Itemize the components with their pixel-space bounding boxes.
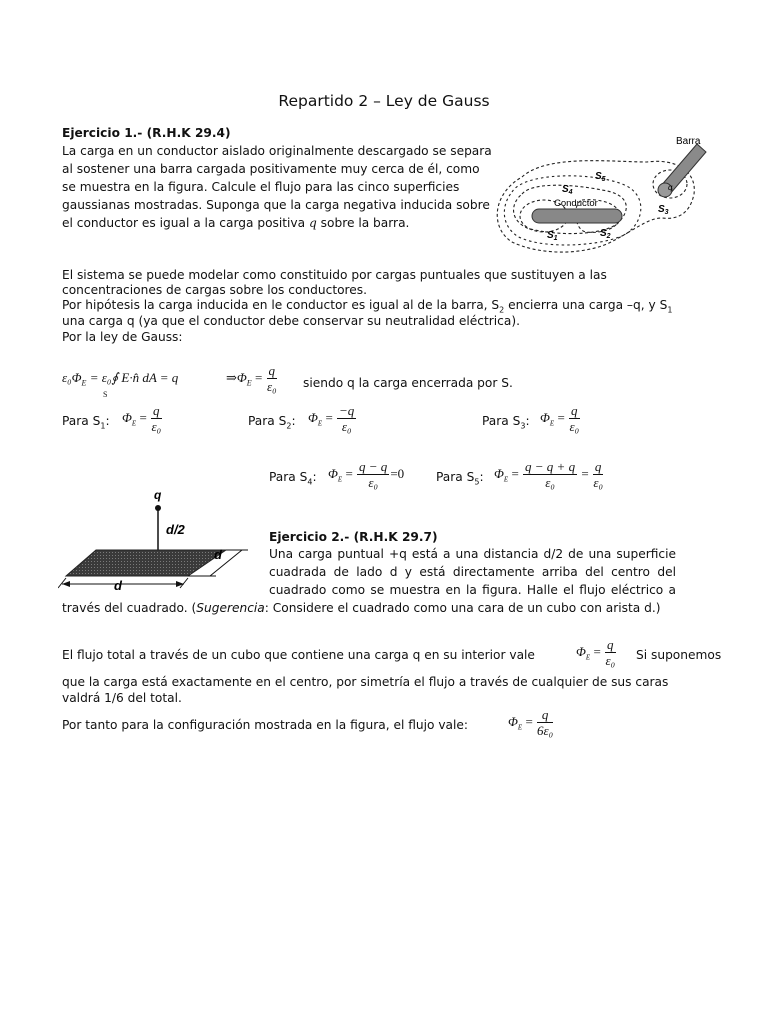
ex1-line-4: gaussianas mostradas. Suponga que la carga negativa inducida sobre	[62, 198, 490, 212]
para-s2-label: Para $S_2$:	[248, 414, 296, 431]
bar-q-label: q	[668, 183, 673, 192]
gauss-mid: = ε₀∮ E·n̂ dA = q	[86, 370, 179, 385]
gauss-lhs-sub: E	[81, 378, 87, 388]
result-line-4: Por tanto para la configuración mostrada en la figura, el flujo vale:	[62, 718, 469, 732]
para-s2-formula: $\Phi_E$ = $\frac{-q}{\text{ε₀}}$	[308, 403, 355, 434]
ex2-line-3: cuadrado como se muestra en la figura. Halle el flujo eléctrico a	[269, 583, 676, 597]
gauss-den: ε₀	[266, 379, 277, 394]
side-d-label: d	[214, 547, 222, 562]
model-line-5: Por la ley de Gauss:	[62, 330, 183, 344]
conductor-label: Conductor	[554, 198, 598, 209]
barra-label: Barra	[676, 136, 701, 147]
gauss-num: q	[268, 363, 276, 378]
model-line-3a: Por hipótesis la carga inducida en le conductor es igual al de la barra, S	[62, 298, 500, 312]
square-surface	[66, 550, 226, 576]
para-s5-formula: $\Phi_E$ = $\frac{q - q + q}{\text{ε₀}}$ = $\frac{q}{\text{ε₀}}$	[494, 459, 603, 490]
ex1-line-1: La carga en un conductor aislado originalmente descargado se separa	[62, 144, 492, 158]
gauss-eq: =	[251, 369, 266, 385]
ex2-line-1: Una carga puntual +q está a una distancia d/2 de una superficie	[269, 547, 676, 561]
para-s4-formula: $\Phi_E$ = $\frac{q - q}{\text{ε₀}}$ =0	[328, 459, 405, 490]
para-s1-label: Para $S_1$:	[62, 414, 110, 431]
gauss-arrow: ⇒Φ	[226, 369, 247, 385]
para-s3-label: Para $S_3$:	[482, 414, 530, 431]
gauss-law-equation	[62, 370, 178, 388]
s1-label: $S_1$	[547, 230, 558, 242]
conductor-shape	[532, 209, 622, 223]
gauss-integral-S: S	[103, 390, 108, 399]
model-line-4: una carga q (ya que el conductor debe conservar su neutralidad eléctrica).	[62, 314, 520, 328]
ex1-line-2: al sostener una barra cargada positivamente muy cerca de él, como	[62, 162, 480, 176]
para-s5-label: Para $S_5$:	[436, 470, 484, 487]
model-sub-2: 2	[499, 305, 505, 315]
result-line-1: El flujo total a través de un cubo que contiene una carga q en su interior vale	[62, 648, 535, 662]
model-sub-1: 1	[667, 305, 673, 315]
result-line-3: valdrá 1/6 del total.	[62, 691, 182, 705]
gauss-result-sub: E	[246, 378, 252, 388]
bottom-d-label: d	[114, 578, 122, 593]
ex1-line-5-tail: sobre la barra.	[316, 216, 410, 230]
page-title: Repartido 2 – Ley de Gauss	[278, 92, 490, 110]
ex1-line-5-text: el conductor es igual a la carga positiva	[62, 216, 306, 230]
para-s1-formula: $\Phi_E$ = $\frac{q}{\text{ε₀}}$	[122, 403, 162, 434]
ex2-line-4: través del cuadrado. (Sugerencia: Considere el cuadrado como una cara de un cubo con arista d.)	[62, 601, 661, 615]
s3-label: $S_3$	[658, 204, 669, 216]
charge-q-label: q	[154, 488, 162, 502]
result-final-formula: $\Phi_E$ = $\frac{q}{\text{6ε₀}}$	[508, 707, 554, 738]
gauss-result	[226, 364, 278, 394]
model-line-1: El sistema se puede modelar como constituido por cargas puntuales que sustituyen a las	[62, 268, 607, 282]
exercise-2-heading: Ejercicio 2.- (R.H.K 29.7)	[269, 530, 438, 544]
s5-label: $S_5$	[595, 171, 606, 183]
gauss-lhs: ε₀Φ	[62, 370, 82, 385]
ex2-line-2: cuadrada de lado d y está directamente arriba del centro del	[269, 565, 676, 579]
gauss-explanation: siendo q la carga encerrada por S.	[303, 376, 513, 390]
para-s4-label: Para $S_4$:	[269, 470, 317, 487]
model-line-2: concentraciones de cargas sobre los conductores.	[62, 283, 368, 297]
ex1-line-5	[62, 214, 409, 232]
gauss-surfaces-figure	[482, 132, 712, 262]
charge-square-figure	[58, 486, 268, 596]
s4-label: $S_4$	[562, 184, 573, 196]
para-s3-formula: $\Phi_E$ = $\frac{q}{\text{ε₀}}$	[540, 403, 580, 434]
result-line-2: que la carga está exactamente en el centro, por simetría el flujo a través de cualquier de sus caras	[62, 675, 669, 689]
exercise-1-heading: Ejercicio 1.- (R.H.K 29.4)	[62, 126, 231, 140]
d-half-label: d/2	[166, 522, 185, 537]
ex1-line-3: se muestra en la figura. Calcule el flujo para las cinco superficies	[62, 180, 460, 194]
result-cube-formula: $\Phi_E$ = $\frac{q}{\text{ε₀}}$	[576, 637, 616, 668]
model-line-3b: encierra una carga –q, y S	[504, 298, 668, 312]
ex1-line-5-q: q	[308, 216, 317, 230]
result-line-1b: Si suponemos	[636, 648, 722, 662]
s2-label: $S_2$	[600, 228, 611, 240]
